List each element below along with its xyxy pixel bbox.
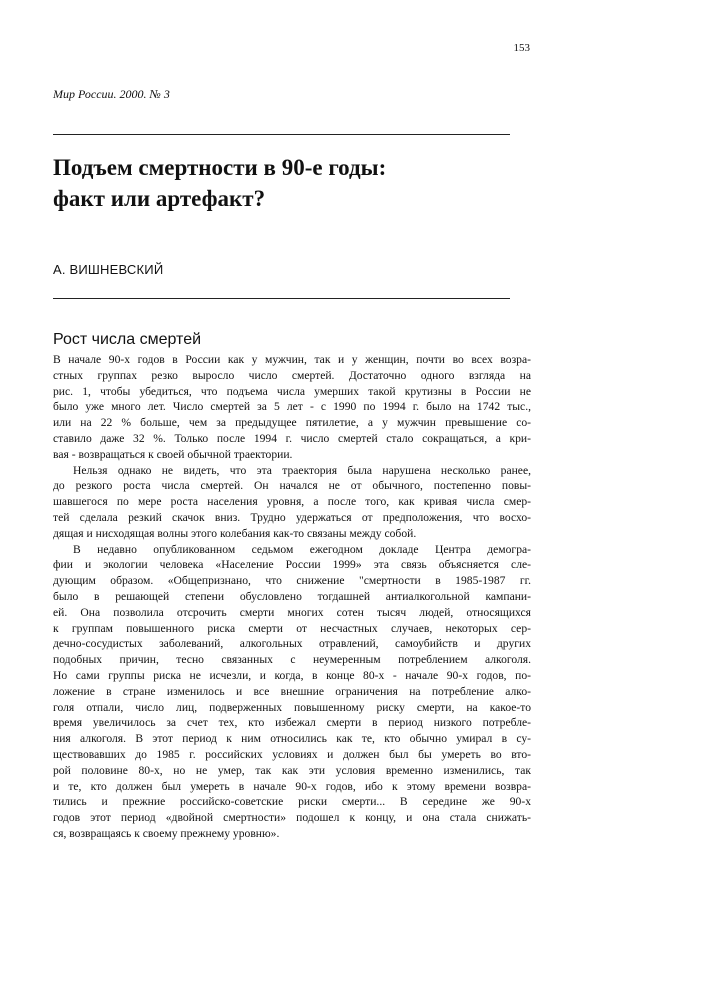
text-line: вая - возвращаться к своей обычной траектории. — [53, 447, 293, 461]
text-line: или на 22 % больше, чем за предыдущее пятилетие, а у мужчин превышение со- — [53, 416, 531, 430]
text-line: и те, кто должен был умереть в начале 90-х годов, ибо к этому времени возвра- — [53, 779, 531, 793]
text-line: ей. Она позволила отсрочить смерти многих сотен тысяч людей, относящихся — [53, 605, 531, 619]
text-line: до резкого роста числа смертей. Он начался не от обычного, постепенно повы- — [53, 479, 531, 493]
text-line: В начале 90-х годов в России как у мужчин, так и у женщин, почти во всех возра- — [53, 353, 531, 366]
top-divider — [53, 134, 510, 135]
text-line: ложение в стране изменилось и все внешние ограничения на потребление алко- — [53, 684, 531, 698]
text-line: дечно-сосудистых заболеваний, алкогольных отравлений, самоубийств и других — [53, 637, 531, 651]
article-title — [53, 152, 523, 214]
text-line: голя отпали, число лиц, подверженных повышенному риску смерти, на какое-то — [53, 700, 531, 714]
text-line: тились и прежние российско-советские риски смерти... В середине же 90-х — [53, 795, 531, 809]
text-line: подобных причин, тесно связанных с неумеренным потреблением алкоголя. — [53, 653, 531, 667]
text-line: было уже много лет. Число смертей за 5 лет - с 1990 по 1994 г. было на 1742 тыс., — [53, 400, 531, 414]
bottom-divider — [53, 298, 510, 299]
paragraph — [53, 352, 531, 463]
text-line: рой половине 80-х, но не умер, так как эти условия временно изменились, так — [53, 763, 531, 777]
paragraph — [53, 463, 531, 542]
text-line: дующим образом. «Общепризнано, что снижение "смертности в 1985-1987 гг. — [53, 574, 531, 588]
text-line: ния алкоголя. В этот период к ним относились как те, кто обычно умирал в су- — [53, 732, 531, 746]
text-line: ставило даже 32 %. Только после 1994 г. число смертей стало сокращаться, а кри- — [53, 431, 531, 445]
text-line: Нельзя однако не видеть, что эта траектория была нарушена несколько ранее, — [73, 463, 531, 477]
journal-citation: Мир России. 2000. № 3 — [53, 87, 170, 101]
page-number: 153 — [513, 42, 530, 54]
text-line: ся, возвращаясь к своему прежнему уровню». — [53, 826, 280, 840]
title-line: факт или артефакт? — [53, 186, 266, 211]
text-line: время увеличилось за счет тех, кто избежал смерти в период низкого потребле- — [53, 716, 531, 730]
paragraph — [53, 542, 531, 842]
text-line: ществовавших до 1985 г. российских условиях и должен был бы умереть во вто- — [53, 747, 531, 761]
text-line: Но сами группы риска не исчезли, и когда, в конце 80-х - начале 90-х годов, по- — [53, 668, 531, 682]
section-heading: Рост числа смертей — [53, 331, 202, 348]
text-line: шавшегося по мере роста населения уровня, а после того, как кривая числа смер- — [53, 495, 531, 509]
title-line: Подъем смертности в 90-е годы: — [53, 155, 387, 180]
text-line: дящая и нисходящая волны этого колебания как-то связаны между собой. — [53, 526, 417, 540]
text-line: рис. 1, чтобы убедиться, что подъема числа умерших такой крутизны в России не — [53, 384, 531, 398]
article-body — [53, 352, 531, 842]
author-name: А. ВИШНЕВСКИЙ — [53, 262, 164, 277]
text-line: было в решающей степени обусловлено тогдашней антиалкогольной кампани- — [53, 589, 531, 603]
text-line: годов этот период «двойной смертности» подошел к концу, и она стала снижать- — [53, 811, 531, 825]
text-line: стных группах резко выросло число смертей. Достаточно одного взгляда на — [53, 368, 531, 382]
text-line: фии и экологии человека «Население России 1999» эта связь объясняется сле- — [53, 558, 531, 572]
text-line: к группам повышенного риска смерти от несчастных случаев, некоторых сер- — [53, 621, 531, 635]
text-line: В недавно опубликованном седьмом ежегодном докладе Центра демогра- — [73, 542, 531, 556]
text-line: тей сделала резкий скачок вниз. Трудно удержаться от предположения, что восхо- — [53, 510, 531, 524]
